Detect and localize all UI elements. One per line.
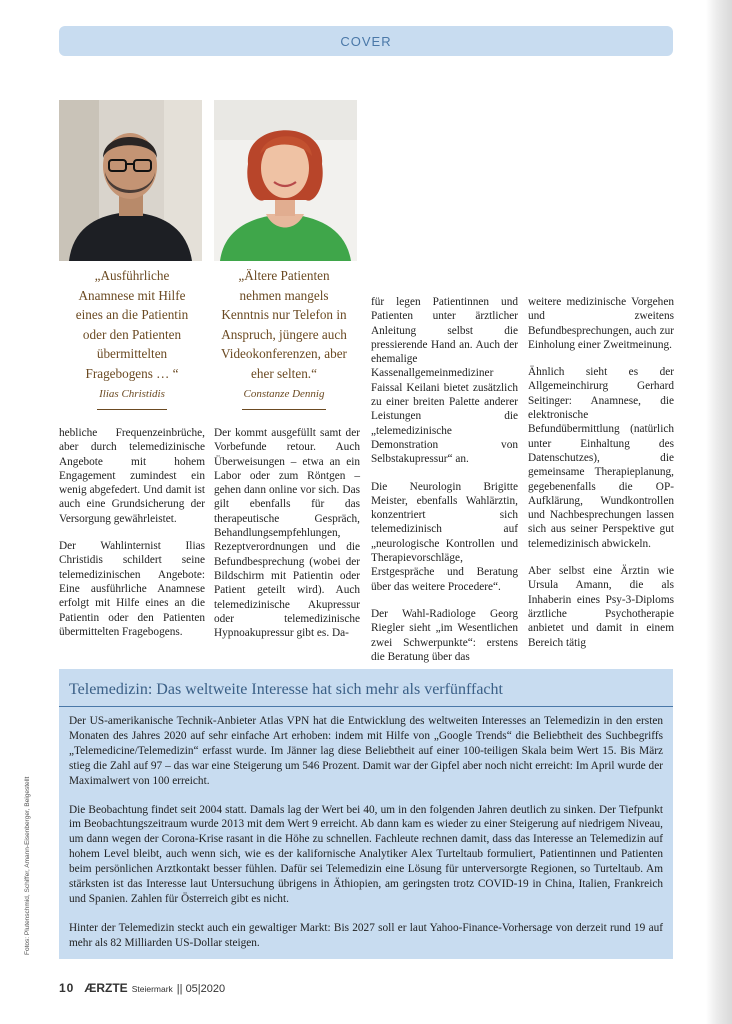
page-footer — [59, 981, 225, 997]
section-label: COVER — [340, 33, 392, 49]
issue-number: || 05|2020 — [176, 983, 226, 995]
pull-quote-right — [210, 266, 358, 410]
pull-quote-left — [58, 266, 206, 410]
body-paragraph: Der Wahl-Radiologe Georg Riegler sieht „im Wesentlichen zwei Schwerpunkte“: erstens die Beratung über das — [371, 607, 518, 663]
page-number: 10 — [59, 981, 75, 995]
body-column-4 — [528, 295, 674, 663]
section-header — [59, 26, 673, 56]
portrait-photo-constanze-dennig — [214, 100, 357, 261]
body-paragraph: Aber selbst eine Ärztin wie Ursula Amann, die als Inhaberin eines Psy-3-Diploms ärztliche Psychotherapie anbietet und damit in einem Bereich tätig — [528, 565, 674, 649]
quote-line: übermittelten — [96, 346, 168, 361]
body-paragraph: Die Neurologin Brigitte Meister, ebenfalls Wahlärztin, konzentriert sich telemedizinisch auf „neurologische Kontrollen und Therapievorschläge, Erstgespräche und Beratung über das weitere Procedere“. — [371, 480, 518, 593]
body-paragraph: für legen Patientinnen und Patienten unter ärztlicher Anleitung selbst die pressierende Hand an. Auch der ehemalige Kassenallgemeinmediziner Faissal Keilani bietet zusätzlich zu einer breiten Palette anderer Leistungen die „telemedizinische Demonstration von Selbstakupressur“ an. — [371, 296, 518, 466]
quote-line: „Ausführliche — [94, 268, 170, 283]
body-paragraph: Ähnlich sieht es der Allgemeinchirurg Gerhard Seitinger: Anamnese, die elektronische Befundübermittlung (natürlich unter Einhaltung des Datenschutzes), die gemeinsame Therapieplanung, gegebenenfalls die OP-Aufklärung, Wundkontrollen und Nachbesprechungen lassen sich aus seiner Perspektive gut telemedizinisch abwickeln. — [528, 366, 674, 550]
quote-line: eines an die Patientin — [75, 307, 189, 322]
quote-line: Fragebogens … “ — [85, 365, 179, 381]
magazine-region: Steiermark — [131, 984, 173, 994]
photo-credit — [24, 775, 34, 955]
quote-line: nehmen mangels — [239, 287, 329, 303]
body-paragraph: Der Wahlinternist Ilias Christidis schildert seine telemedizinischen Angebote: Eine ausführliche Anamnese erfolgt mit Hilfe eines an die Patientin oder den Patienten übermittelten Fragebogens. — [59, 540, 205, 638]
magazine-name: ÆRZTE — [84, 981, 128, 995]
body-paragraph: hebliche Frequenzeinbrüche, aber durch telemedizinische Angebote mit hohem Engagement zumindest ein wenig abgefedert. Und damit ist auch eine Grundsicherung der Versorgung gewährleistet. — [59, 427, 205, 525]
quote-line: Anspruch, jüngere auch — [221, 326, 347, 342]
photo-credit-text: Fotos: Plutenschmid, Schiffer, Amann-Eisenberger, Beigestellt — [24, 776, 31, 955]
body-column-1 — [59, 426, 205, 652]
quote-author: Constanze Dennig — [242, 385, 327, 410]
quote-line: Kenntnis nur Telefon in — [221, 307, 347, 322]
quote-line: Videokonferenzen, aber — [221, 346, 347, 361]
body-paragraph: Der kommt ausgefüllt samt der Vorbefunde retour. Auch Überweisungen – etwa an ein Labor oder zum Röntgen – gehen dann online vor sich. Das gilt ebenfalls für das therapeutische Gespräch, Behandlungsempfehlungen, Rezeptverordnungen und die Befundbesprechung (wobei der Bildschirm mit Patientin oder Patient geteilt wird). Auch telemedizinische Akupressur oder telemedizinische Hypnoakupressur gibt es. Da- — [214, 427, 360, 640]
page-edge-shadow — [706, 0, 732, 1024]
body-paragraph: weitere medizinische Vorgehen und zweitens Befundbesprechungen, auch zur Einholung einer Zweitmeinung. — [528, 296, 674, 351]
info-paragraph: Die Beobachtung findet seit 2004 statt. Damals lag der Wert bei 40, um in den folgenden Jahren deutlich zu sinken. Der Tiefpunkt im Beobachtungszeitraum wurde 2013 mit dem Wert 9 erreicht. Ab dann kam es wieder zu einer Steigerung auf niedrigem Niveau, um dann wegen der Corona-Krise rasant in die Höhe zu schnellen. Fachleute rechnen damit, dass das Interesse an Telemedizin auf hohem Level bleibt, auch wenn sich, wie es der kalifornische Analytiker Alex Turteltaub formuliert, Patientinnen und Patienten beim persönlichen Arztkontakt besser fühlen. Dafür sei Telemedizin eine Lösung für unterversorgte Regionen, so Turteltaub. Am stärksten ist das Interesse laut Untersuchung übrigens in Äthiopien, am geringsten trotz COVID-19 in China, Italien, Frankreich und Spanien. Zahlen für Österreich gibt es nicht. — [69, 803, 663, 905]
quote-author: Ilias Christidis — [97, 385, 167, 410]
info-paragraph: Der US-amerikanische Technik-Anbieter Atlas VPN hat die Entwicklung des weltweiten Interesses an Telemedizin in den ersten Monaten des Jahres 2020 auf sehr einfache Art erhoben: indem mit Hilfe von „Google Trends“ die Beliebtheit des Suchbegriffs „Telemedicine/Telemedizin“ erfasst wurde. Im Jänner lag diese Beliebtheit auf einer 100-teiligen Skala beim Wert 15. Bis März stieg die Zahl auf 97 – das war eine Steigerung um 546 Prozent. Damit war der Gipfel aber noch nicht erreicht: Im April wurde der Maximalwert von 100 erreicht. — [69, 715, 663, 787]
quote-line: „Ältere Patienten — [238, 268, 330, 283]
info-box-body — [69, 714, 663, 965]
quote-line: oder den Patienten — [82, 326, 182, 342]
info-box-title: Telemedizin: Das weltweite Interesse hat sich mehr als verfünffacht — [69, 681, 503, 698]
body-column-2 — [214, 426, 360, 653]
info-paragraph: Hinter der Telemedizin steckt auch ein gewaltiger Markt: Bis 2027 soll er laut Yahoo-Finance-Vorhersage von derzeit rund 19 auf mehr als 82 Milliarden US-Dollar steigen. — [69, 921, 663, 949]
body-column-3 — [371, 295, 518, 677]
quote-line: Anamnese mit Hilfe — [78, 287, 186, 303]
quote-line: eher selten.“ — [251, 365, 317, 381]
info-box-divider — [59, 706, 673, 707]
portrait-photo-ilias-christidis — [59, 100, 202, 261]
info-box-telemedicine — [59, 669, 673, 959]
